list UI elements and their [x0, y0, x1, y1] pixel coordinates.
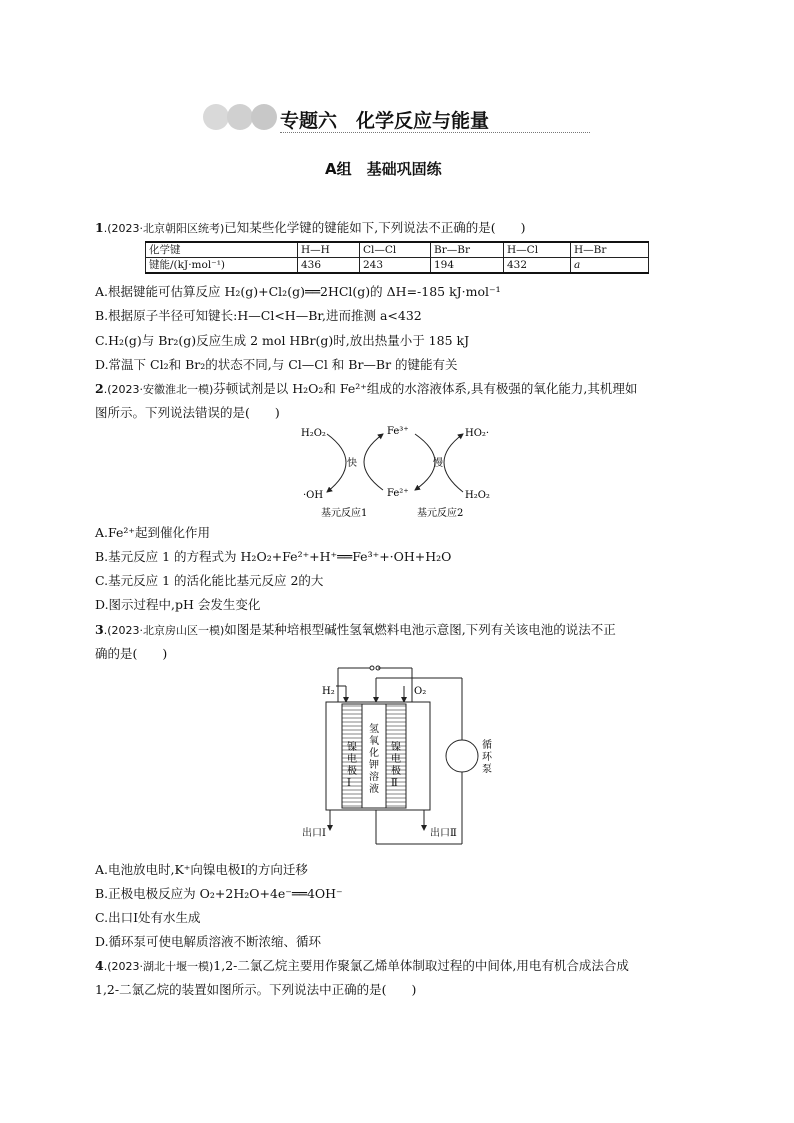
- electrode-2-char: Ⅱ: [391, 778, 398, 789]
- fast-label: 快: [347, 458, 357, 469]
- ho2-label: HO₂·: [465, 428, 490, 439]
- question-source: .(2023·北京房山区一模): [103, 624, 225, 637]
- table-row: [146, 242, 649, 258]
- electrolyte-char: 化: [369, 748, 379, 759]
- electrode-1-char: 镍: [347, 742, 357, 753]
- question-text: 芬顿试剂是以 H₂O₂和 Fe²⁺组成的水溶液体系,具有极强的氧化能力,其机理如: [213, 381, 638, 396]
- table-cell: Cl—Cl: [360, 242, 431, 258]
- o2-inlet-label: O₂: [414, 686, 427, 697]
- header-decoration: [203, 104, 283, 130]
- question-source: .(2023·湖北十堰一模): [103, 960, 214, 973]
- outlet-2-label: 出口Ⅱ: [430, 828, 457, 839]
- question-2-stem-cont: 图所示。下列说法错误的是( ): [95, 405, 280, 420]
- option-c: C.基元反应 1 的活化能比基元反应 2的大: [95, 573, 324, 588]
- table-cell: 194: [431, 258, 504, 274]
- electrode-2-char: 镍: [391, 742, 401, 753]
- question-3-stem-cont: 确的是( ): [95, 646, 168, 661]
- electrolyte-char: 钾: [369, 760, 379, 771]
- electrode-2-char: 电: [391, 754, 401, 765]
- reaction2-curve: [415, 434, 435, 490]
- electrolyte-char: 氢: [369, 724, 379, 735]
- option-d: D.图示过程中,pH 会发生变化: [95, 597, 261, 612]
- option-b: B.根据原子半径可知键长:H—Cl<H—Br,进而推测 a<432: [95, 308, 422, 323]
- table-cell: 化学键: [146, 242, 298, 258]
- option-c: C.H₂(g)与 Br₂(g)反应生成 2 mol HBr(g)时,放出热量小于 185 kJ: [95, 333, 470, 348]
- option-b: B.正极电极反应为 O₂+2H₂O+4e⁻══4OH⁻: [95, 886, 343, 901]
- h2o2-right-label: H₂O₂: [465, 490, 490, 501]
- electrode-1-char: Ⅰ: [347, 778, 351, 789]
- option-a: A.根据键能可估算反应 H₂(g)+Cl₂(g)══2HCl(g)的 ΔH=-185 kJ·mol⁻¹: [95, 284, 501, 299]
- electrode-2-char: 极: [391, 766, 401, 777]
- table-cell: H—Br: [571, 242, 649, 258]
- outlet-1-label: 出口Ⅰ: [302, 828, 326, 839]
- option-a: A.电池放电时,K⁺向镍电极Ⅰ的方向迁移: [95, 862, 308, 877]
- question-4-stem-cont: 1,2-二氯乙烷的装置如图所示。下列说法中正确的是( ): [95, 982, 417, 997]
- fenton-mechanism-diagram: [295, 422, 505, 522]
- pump-char: 环: [482, 752, 492, 763]
- reaction1-curve: [327, 434, 346, 492]
- question-source: .(2023·安徽淮北一模): [103, 383, 214, 396]
- question-number: 2: [95, 381, 104, 396]
- circulation-pump: [446, 740, 478, 772]
- option-c: C.出口Ⅰ处有水生成: [95, 910, 201, 925]
- question-1-stem: [95, 220, 526, 237]
- reaction1-fe-arrow: [364, 434, 383, 490]
- option-a: A.Fe²⁺起到催化作用: [95, 525, 210, 540]
- question-text: 如图是某种培根型碱性氢氧燃料电池示意图,下列有关该电池的说法不正: [224, 622, 616, 637]
- table-cell: 432: [504, 258, 571, 274]
- bond-energy-table: [145, 241, 649, 274]
- option-b: B.基元反应 1 的方程式为 H₂O₂+Fe²⁺+H⁺══Fe³⁺+·OH+H₂O: [95, 549, 452, 564]
- question-number: 4: [95, 958, 104, 973]
- section-title: A组 基础巩固练: [325, 160, 442, 178]
- decor-circle: [227, 104, 253, 130]
- option-d: D.常温下 Cl₂和 Br₂的状态不同,与 Cl—Cl 和 Br—Br 的键能有关: [95, 357, 458, 372]
- fe2-label: Fe²⁺: [387, 488, 409, 499]
- pump-char: 循: [482, 740, 492, 751]
- question-4-stem: [95, 958, 629, 975]
- pump-char: 泵: [482, 764, 492, 775]
- page-title: 专题六 化学反应与能量: [280, 110, 490, 132]
- slow-label: 慢: [433, 458, 443, 469]
- question-number: 1: [95, 220, 104, 235]
- question-text: 已知某些化学键的键能如下,下列说法不正确的是( ): [224, 220, 526, 235]
- h2-inlet-label: H₂: [322, 686, 335, 697]
- electrolyte-char: 液: [369, 784, 379, 795]
- table-cell: a: [571, 258, 649, 274]
- question-source: .(2023·北京朝阳区统考): [103, 222, 225, 235]
- oh-label: ·OH: [303, 490, 324, 501]
- reaction1-label: 基元反应1: [321, 508, 368, 519]
- electrode-1-char: 极: [347, 766, 357, 777]
- title-underline: [280, 132, 590, 133]
- table-row: [146, 258, 649, 274]
- option-d: D.循环泵可使电解质溶液不断浓缩、循环: [95, 934, 322, 949]
- question-3-stem: [95, 622, 616, 639]
- decor-circle: [251, 104, 277, 130]
- question-text: 1,2-二氯乙烷主要用作聚氯乙烯单体制取过程的中间体,用电有机合成法合成: [213, 958, 629, 973]
- question-2-stem: [95, 381, 637, 398]
- table-cell: 436: [298, 258, 360, 274]
- reaction2-h2o2-arrow: [444, 434, 463, 492]
- table-cell: 243: [360, 258, 431, 274]
- electrolyte-char: 氧: [369, 736, 379, 747]
- decor-circle: [203, 104, 229, 130]
- electrode-1-char: 电: [347, 754, 357, 765]
- table-cell: H—H: [298, 242, 360, 258]
- h2o2-left-label: H₂O₂: [301, 428, 326, 439]
- table-cell: Br—Br: [431, 242, 504, 258]
- electrolyte-char: 溶: [369, 772, 379, 783]
- fe3-label: Fe³⁺: [387, 426, 409, 437]
- fuel-cell-diagram: [300, 660, 500, 856]
- table-cell: 键能/(kJ·mol⁻¹): [146, 258, 298, 274]
- table-cell: H—Cl: [504, 242, 571, 258]
- reaction2-label: 基元反应2: [417, 508, 464, 519]
- question-number: 3: [95, 622, 104, 637]
